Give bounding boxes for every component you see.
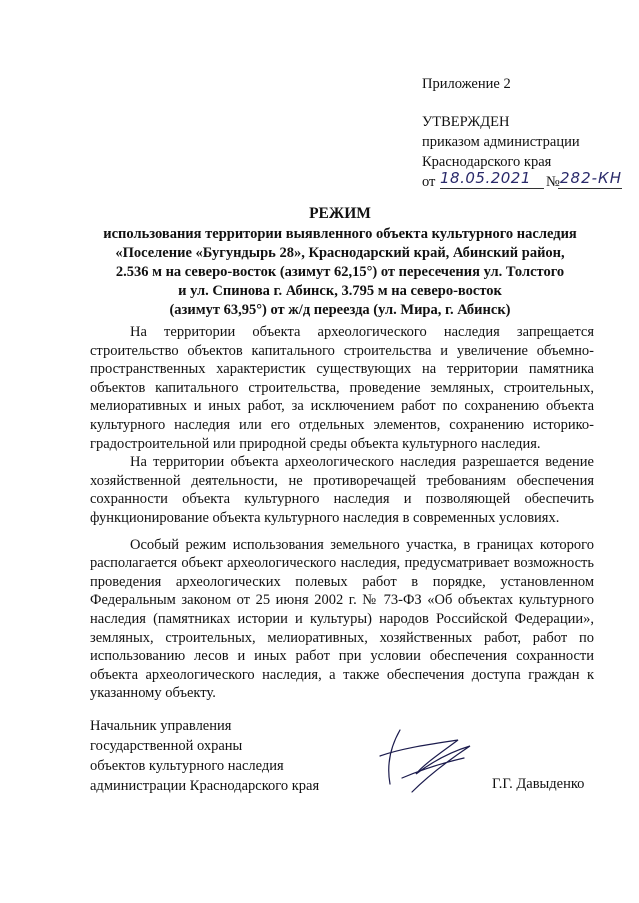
paragraph-1: На территории объекта археологического наследия запрещается строительство объектов капитального строительства и увеличение объемно-пространственных характеристик существующих на территории памятника объектов капитального строительства, проведение земляных, строительных, мелиоративных и иных работ, за исключением работ по сохранению объекта культурного наследия или его отдельных элементов, сохранению историко-градостроительной или природной среды объекта культурного наследия. xyxy=(90,324,594,452)
signatory-name: Г.Г. Давыденко xyxy=(492,776,585,792)
position-line-4: администрации Краснодарского края xyxy=(90,778,320,794)
approved-line-2: Краснодарского края xyxy=(422,154,552,170)
approved-title: УТВЕРЖДЕН xyxy=(422,114,510,130)
order-date: 18.05.2021 xyxy=(440,169,531,187)
date-underline xyxy=(440,188,544,189)
title-main: РЕЖИМ xyxy=(309,205,371,222)
title-line-5: (азимут 63,95°) от ж/д переезда (ул. Мира, г. Абинск) xyxy=(169,302,511,318)
number-underline xyxy=(558,188,622,189)
title-line-3: 2.536 м на северо-восток (азимут 62,15°) от пересечения ул. Толстого xyxy=(115,264,565,280)
approval-block xyxy=(422,112,622,192)
position-line-1: Начальник управления xyxy=(90,718,232,734)
appendix-label: Приложение 2 xyxy=(422,76,511,92)
handwritten-signature xyxy=(372,722,482,802)
position-line-2: государственной охраны xyxy=(90,738,243,754)
approved-line-1: приказом администрации xyxy=(422,134,580,150)
title-line-4: и ул. Спинова г. Абинск, 3.795 м на северо-восток xyxy=(178,283,502,299)
title-line-1: использования территории выявленного объекта культурного наследия xyxy=(103,226,577,242)
signatory-position xyxy=(90,716,319,796)
position-line-3: объектов культурного наследия xyxy=(90,758,284,774)
paragraph-3: Особый режим использования земельного участка, в границах которого располагается объект археологического наследия, предусматривает возможность проведения археологических полевых работ в порядке, установленном Федеральным законом от 25 июня 2002 г. № 73-ФЗ «Об объектах культурного наследия (памятниках истории и культуры) народов Российской Федерации», земляных, строительных, мелиоративных, хозяйственных работ, работ по использованию лесов и иных работ при условии обеспечения сохранности объекта археологического наследия, а также обеспечения доступа граждан к указанному объекту. xyxy=(90,536,594,702)
paragraph-2: На территории объекта археологического наследия разрешается ведение хозяйственной деятельности, не противоречащей требованиям обеспечения сохранности объекта культурного наследия и позволяющей обеспечить функционирование объекта культурного наследия в современных условиях. xyxy=(90,454,594,526)
order-number: 282-КН xyxy=(560,169,622,187)
order-line xyxy=(422,169,622,192)
order-number-sign: № xyxy=(546,174,560,190)
document-title xyxy=(90,204,590,320)
document-body xyxy=(90,323,594,703)
title-line-2: «Поселение «Бугундырь 28», Краснодарский край, Абинский район, xyxy=(115,245,565,261)
order-from-label: от xyxy=(422,174,436,190)
